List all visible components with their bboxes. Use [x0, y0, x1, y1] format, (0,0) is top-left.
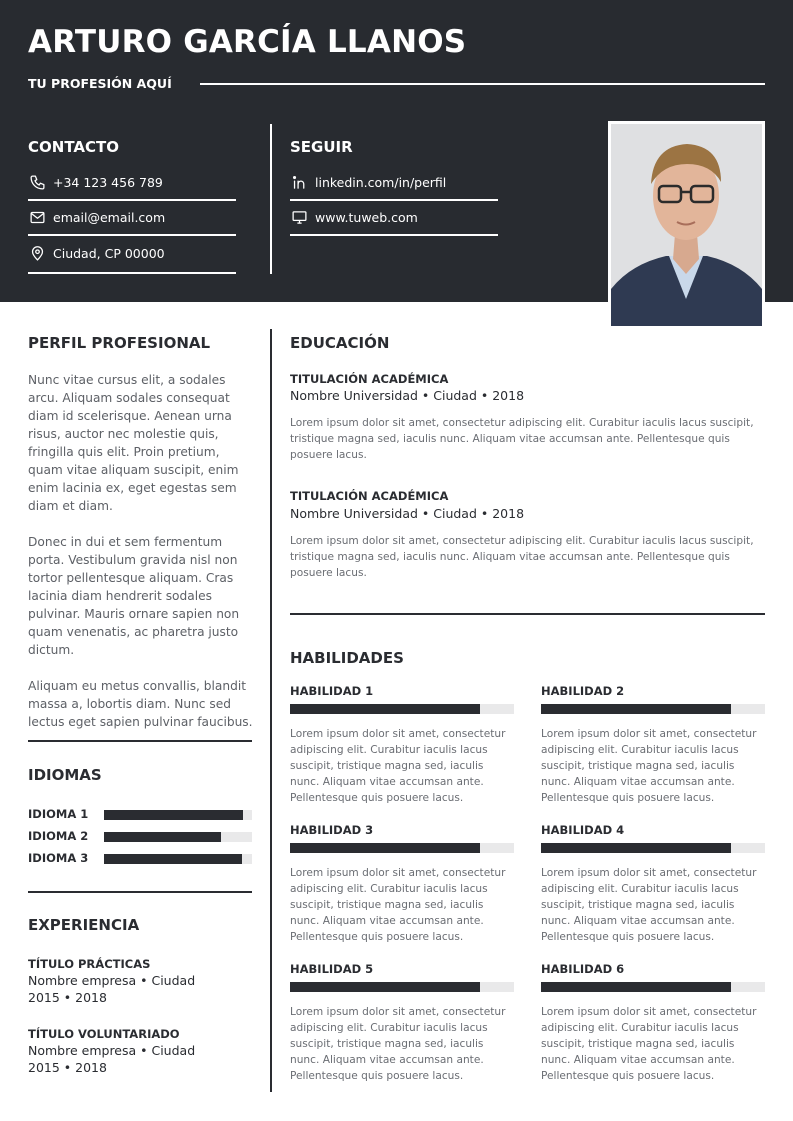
skill-level-bar [290, 843, 514, 853]
language-label: IDIOMA 2 [28, 829, 89, 843]
section-divider [28, 891, 252, 893]
skill-description: Lorem ipsum dolor sit amet, consectetur adipiscing elit. Curabitur iaculis lacus suscipit, tristique magna sed, iaculis nunc. Aliquam vitae accumsan ante. Pellentesque quis posuere lacus. [290, 1006, 506, 1082]
skill-item [541, 962, 765, 1084]
skill-label: HABILIDAD 4 [541, 823, 625, 837]
language-label: IDIOMA 1 [28, 807, 89, 821]
language-level-bar [104, 832, 252, 842]
language-level-fill [104, 854, 242, 864]
follow-linkedin-text: linkedin.com/in/perfil [315, 175, 447, 190]
section-divider [28, 740, 252, 742]
skill-level-bar [541, 843, 765, 853]
candidate-name: ARTURO GARCÍA LLANOS [28, 24, 467, 60]
skill-label: HABILIDAD 3 [290, 823, 374, 837]
language-item [28, 807, 252, 821]
education-title: TITULACIÓN ACADÉMICA [290, 372, 449, 386]
contact-location-text: Ciudad, CP 00000 [53, 246, 165, 261]
follow-linkedin[interactable] [290, 165, 446, 200]
monitor-icon [290, 209, 308, 227]
linkedin-icon [290, 174, 308, 192]
skill-level-fill [541, 982, 731, 992]
contact-email-text: email@email.com [53, 210, 166, 225]
skill-item [290, 962, 514, 1084]
education-meta: Nombre Universidad • Ciudad • 2018 [290, 388, 525, 403]
education-description: Lorem ipsum dolor sit amet, consectetur adipiscing elit. Curabitur iaculis lacus suscipit, tristique magna sed, iaculis nunc. Aliquam vitae accumsan ante. Pellentesque quis posuere lacus. [290, 417, 754, 461]
skill-level-fill [290, 843, 480, 853]
skill-label: HABILIDAD 1 [290, 684, 374, 698]
language-level-fill [104, 810, 243, 820]
skill-label: HABILIDAD 2 [541, 684, 625, 698]
education-title: TITULACIÓN ACADÉMICA [290, 489, 449, 503]
education-heading: EDUCACIÓN [290, 334, 390, 352]
skill-description: Lorem ipsum dolor sit amet, consectetur adipiscing elit. Curabitur iaculis lacus suscipit, tristique magna sed, iaculis nunc. Aliquam vitae accumsan ante. Pellentesque quis posuere lacus. [290, 867, 506, 943]
skill-level-bar [541, 982, 765, 992]
experience-years: 2015 • 2018 [28, 1060, 107, 1075]
experience-heading: EXPERIENCIA [28, 916, 140, 934]
language-item [28, 851, 252, 865]
skill-label: HABILIDAD 6 [541, 962, 625, 976]
skill-level-fill [541, 704, 731, 714]
language-level-fill [104, 832, 221, 842]
follow-website-text: www.tuweb.com [315, 210, 418, 225]
skill-label: HABILIDAD 5 [290, 962, 374, 976]
skills-heading: HABILIDADES [290, 649, 404, 667]
contact-phone[interactable] [28, 165, 163, 200]
skill-description: Lorem ipsum dolor sit amet, consectetur adipiscing elit. Curabitur iaculis lacus suscipit, tristique magna sed, iaculis nunc. Aliquam vitae accumsan ante. Pellentesque quis posuere lacus. [541, 1006, 757, 1082]
phone-icon [28, 174, 46, 192]
contact-location [28, 236, 165, 271]
skill-level-bar [290, 982, 514, 992]
language-level-bar [104, 810, 252, 820]
experience-company: Nombre empresa • Ciudad [28, 973, 196, 988]
contact-phone-text: +34 123 456 789 [53, 175, 163, 190]
column-divider [270, 329, 272, 1092]
skill-level-bar [541, 704, 765, 714]
education-description: Lorem ipsum dolor sit amet, consectetur adipiscing elit. Curabitur iaculis lacus suscipit, tristique magna sed, iaculis nunc. Aliquam vitae accumsan ante. Pellentesque quis posuere lacus. [290, 535, 754, 579]
profile-paragraph-2: Donec in dui et sem fermentum porta. Vestibulum gravida nisl non tortor pellentesque aliquam. Cras lacinia diam hendrerit sodales pulvinar. Mauris ornare sapien non quam venenatis, ac pharetra justo dictum. [28, 535, 240, 657]
profile-paragraph-1: Nunc vitae cursus elit, a sodales arcu. Aliquam sodales consequat diam id scelerisque. Aenean urna risus, auctor nec molestie quis, fringilla quis elit. Proin pretium, quam vitae aliquam suscipit, enim enim lacinia ex, eget egestas sem diam et diam. [28, 373, 239, 513]
language-level-bar [104, 854, 252, 864]
profile-paragraph-3: Aliquam eu metus convallis, blandit massa a, lobortis diam. Nunc sed lectus eget sapien pulvinar faucibus. [28, 679, 253, 729]
section-divider [290, 613, 765, 615]
follow-website[interactable] [290, 200, 418, 235]
skill-description: Lorem ipsum dolor sit amet, consectetur adipiscing elit. Curabitur iaculis lacus suscipit, tristique magna sed, iaculis nunc. Aliquam vitae accumsan ante. Pellentesque quis posuere lacus. [290, 728, 506, 804]
education-meta: Nombre Universidad • Ciudad • 2018 [290, 506, 525, 521]
follow-heading: SEGUIR [290, 138, 353, 156]
skill-item [541, 684, 765, 806]
email-icon [28, 209, 46, 227]
skill-level-fill [541, 843, 731, 853]
location-icon [28, 245, 46, 263]
follow-divider [290, 234, 498, 236]
skill-level-bar [290, 704, 514, 714]
profile-photo [611, 124, 762, 326]
skill-item [290, 823, 514, 945]
title-divider [200, 83, 765, 85]
profile-photo-frame [608, 121, 765, 329]
skill-level-fill [290, 982, 480, 992]
skill-level-fill [290, 704, 480, 714]
skill-description: Lorem ipsum dolor sit amet, consectetur adipiscing elit. Curabitur iaculis lacus suscipit, tristique magna sed, iaculis nunc. Aliquam vitae accumsan ante. Pellentesque quis posuere lacus. [541, 728, 757, 804]
contact-email[interactable] [28, 200, 165, 235]
contact-divider [28, 272, 236, 274]
contact-heading: CONTACTO [28, 138, 119, 156]
language-label: IDIOMA 3 [28, 851, 89, 865]
experience-title: TÍTULO PRÁCTICAS [28, 957, 151, 971]
languages-heading: IDIOMAS [28, 766, 102, 784]
skill-item [541, 823, 765, 945]
header-column-divider [270, 124, 272, 274]
profile-heading: PERFIL PROFESIONAL [28, 334, 211, 352]
skill-item [290, 684, 514, 806]
language-item [28, 829, 252, 843]
experience-title: TÍTULO VOLUNTARIADO [28, 1027, 180, 1041]
experience-company: Nombre empresa • Ciudad [28, 1043, 196, 1058]
skill-description: Lorem ipsum dolor sit amet, consectetur adipiscing elit. Curabitur iaculis lacus suscipit, tristique magna sed, iaculis nunc. Aliquam vitae accumsan ante. Pellentesque quis posuere lacus. [541, 867, 757, 943]
profession-title: TU PROFESIÓN AQUÍ [28, 76, 172, 91]
experience-years: 2015 • 2018 [28, 990, 107, 1005]
